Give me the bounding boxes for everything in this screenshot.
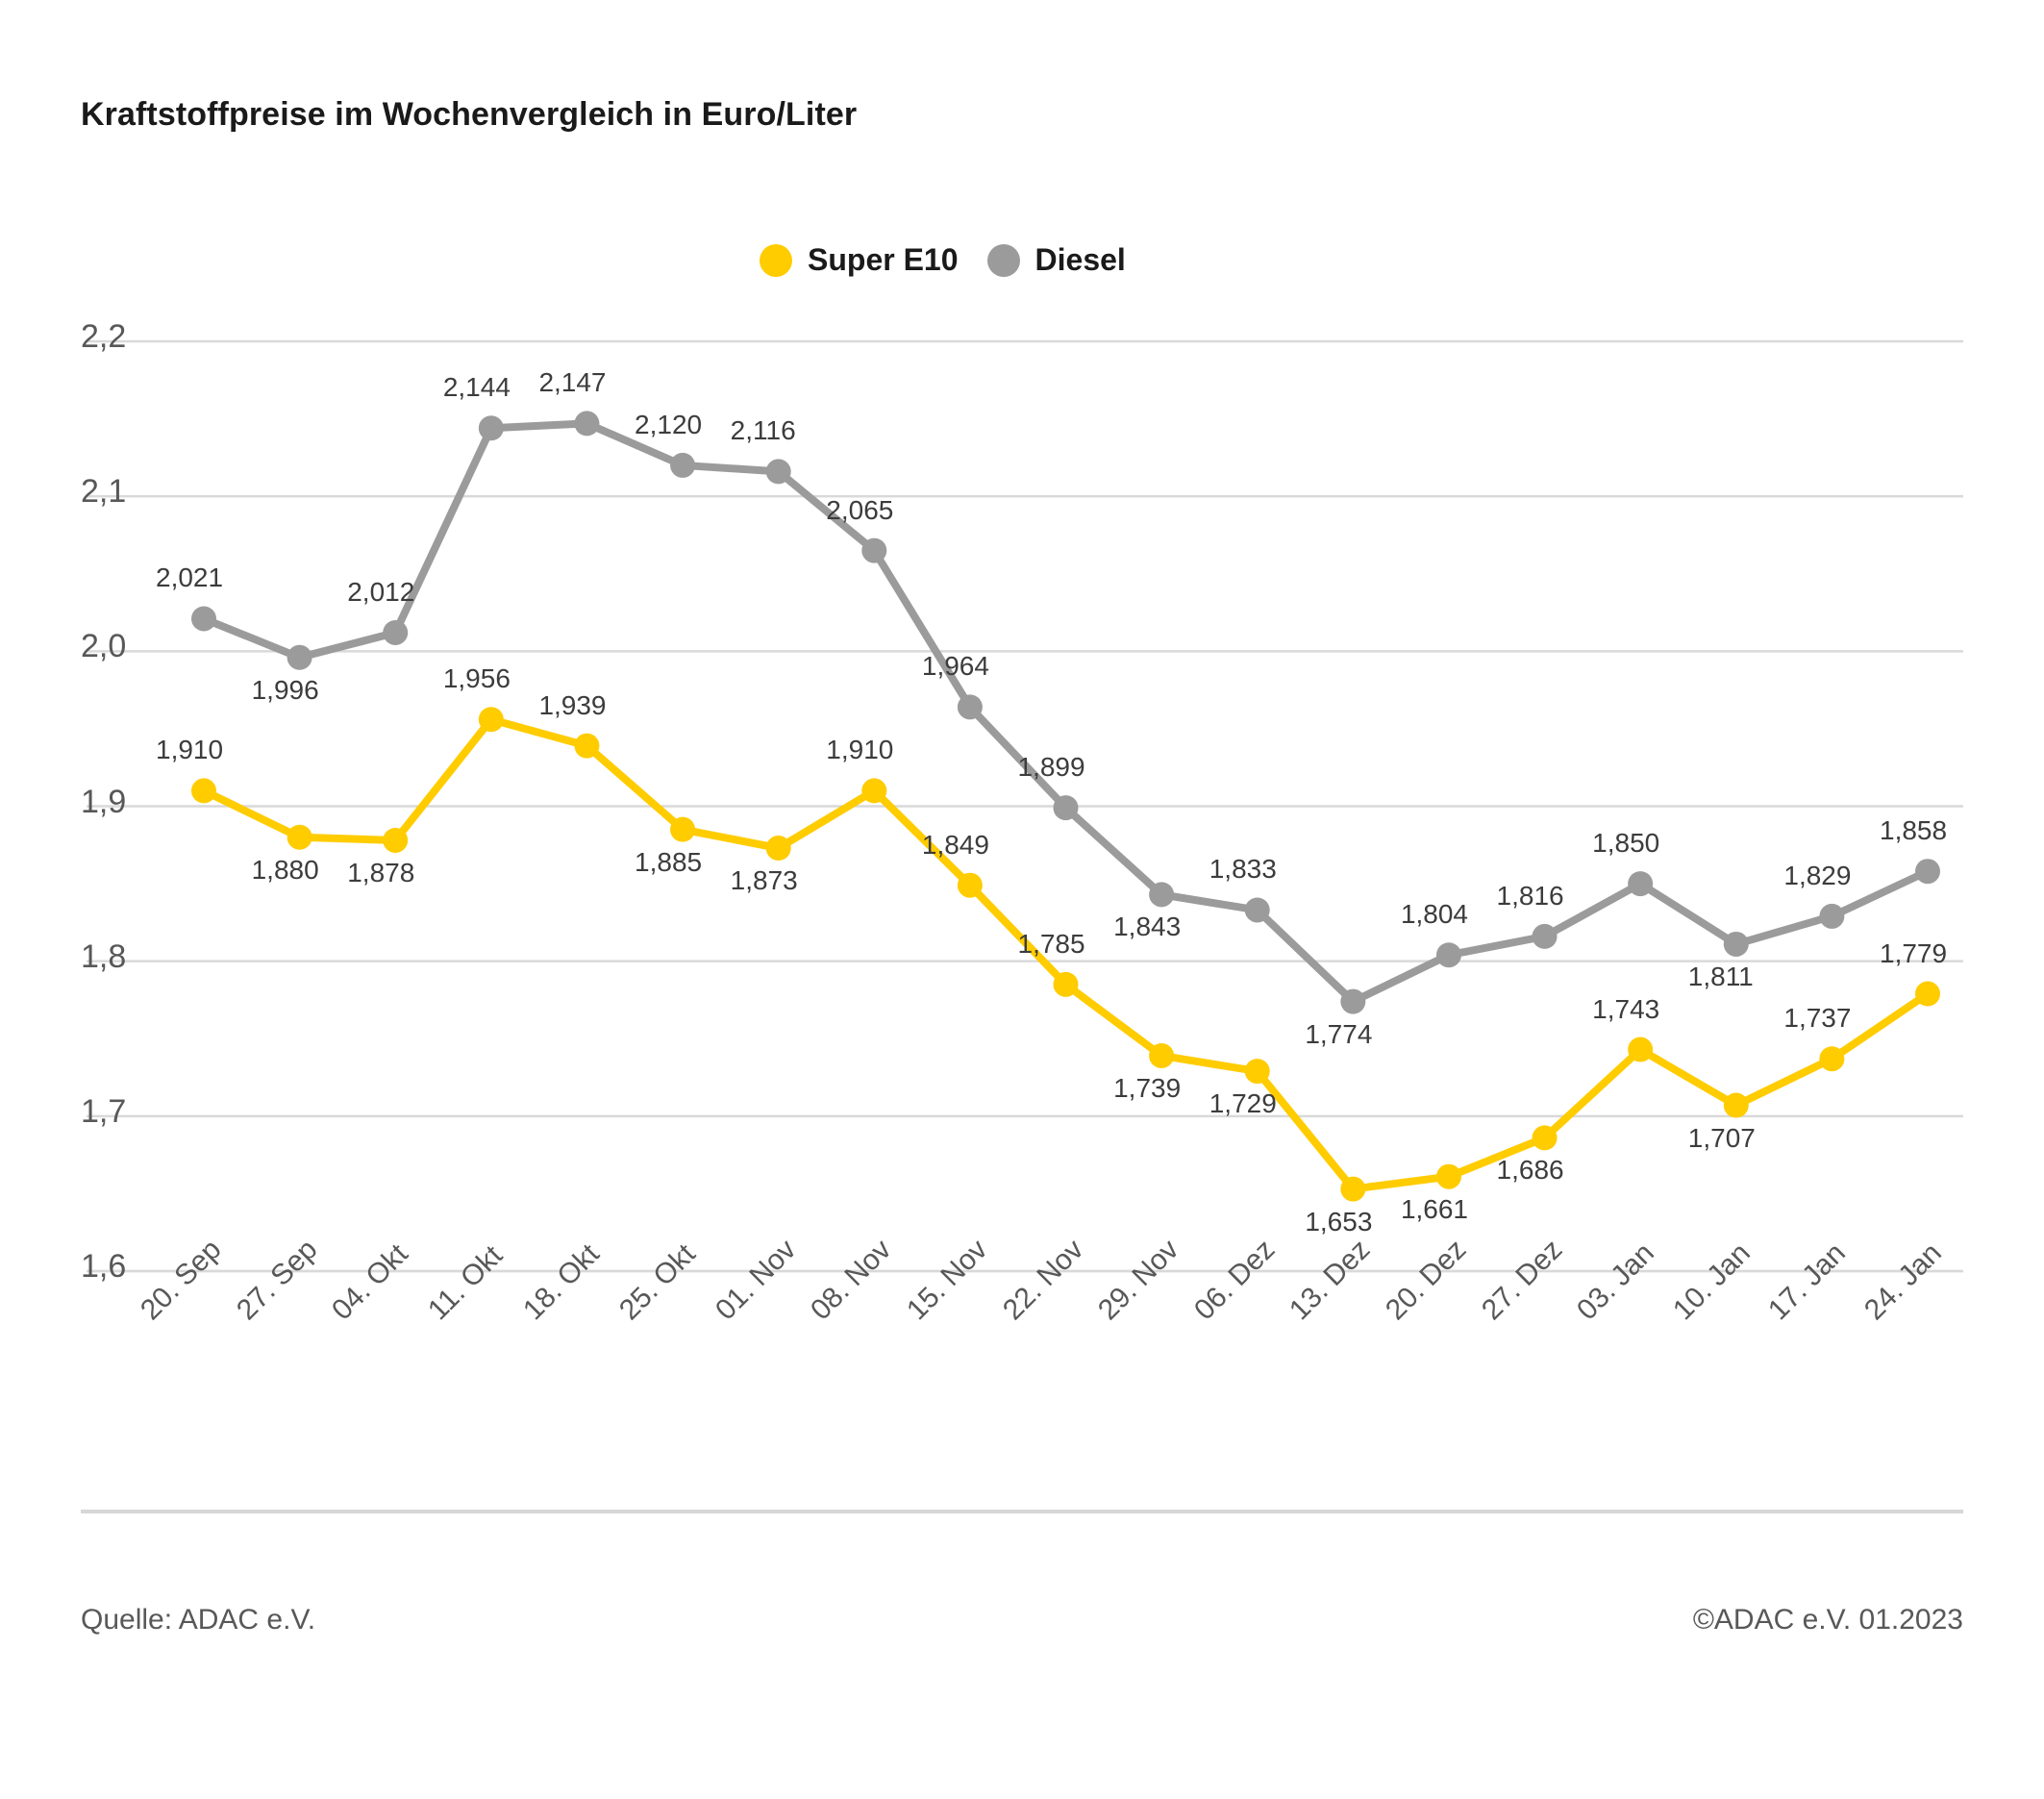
data-point-label: 1,880 <box>251 854 319 885</box>
data-point <box>670 453 695 478</box>
data-point-label: 2,021 <box>156 562 224 593</box>
data-point <box>1149 882 1174 907</box>
data-point-label: 1,774 <box>1305 1018 1373 1049</box>
data-point <box>1436 1164 1461 1189</box>
x-axis-tick-label: 17. Jan <box>1762 1237 1853 1327</box>
data-point-label: 1,996 <box>251 674 319 705</box>
data-point-label: 1,816 <box>1496 880 1564 911</box>
x-axis-tick-label: 22. Nov <box>996 1233 1089 1327</box>
y-axis-tick-label: 2,0 <box>81 628 127 665</box>
data-point-label: 2,147 <box>538 367 607 398</box>
data-point-label: 2,144 <box>442 372 511 403</box>
data-point <box>383 620 408 645</box>
legend-label-super-e10: Super E10 <box>808 242 959 277</box>
x-axis-tick-label: 24. Jan <box>1858 1237 1948 1327</box>
x-axis-tick-label: 20. Sep <box>135 1233 228 1327</box>
data-point-label: 2,116 <box>730 415 796 446</box>
data-point-label: 1,686 <box>1496 1155 1564 1186</box>
copyright-note: ©ADAC e.V. 01.2023 <box>1692 1604 1963 1636</box>
data-point <box>1724 1093 1749 1118</box>
y-axis-tick-label: 1,6 <box>81 1248 127 1285</box>
series-line-diesel <box>204 423 1928 1001</box>
x-axis-tick-label: 11. Okt <box>421 1239 509 1327</box>
data-point-label: 1,653 <box>1305 1206 1373 1237</box>
data-point-label: 1,878 <box>347 857 415 887</box>
x-axis-tick-label: 08. Nov <box>805 1233 898 1327</box>
data-point-label: 1,956 <box>442 663 511 694</box>
data-point <box>574 734 599 759</box>
data-point <box>1149 1043 1174 1068</box>
x-axis-tick-label: 01. Nov <box>709 1233 803 1327</box>
data-point-label: 2,065 <box>826 494 894 525</box>
data-point <box>958 694 983 719</box>
data-point-label: 1,729 <box>1209 1088 1277 1119</box>
y-axis-tick-label: 2,2 <box>81 318 127 355</box>
data-point <box>1340 1177 1365 1202</box>
data-point <box>479 415 504 440</box>
data-point-label: 1,811 <box>1687 961 1754 991</box>
data-point-label: 1,873 <box>730 865 798 895</box>
data-point-label: 1,964 <box>921 651 989 682</box>
data-point-label: 1,707 <box>1687 1122 1756 1153</box>
data-point <box>1915 982 1940 1007</box>
data-point-label: 2,120 <box>635 409 703 439</box>
page-title: Kraftstoffpreise im Wochenvergleich in Euro/Liter <box>81 96 858 133</box>
data-point-label: 1,739 <box>1113 1072 1182 1103</box>
data-point <box>479 707 504 732</box>
data-point-label: 1,849 <box>921 829 989 860</box>
x-axis-tick-label: 20. Dez <box>1379 1233 1473 1327</box>
data-point-label: 1,804 <box>1400 899 1469 930</box>
data-point <box>1628 1037 1653 1062</box>
y-axis-tick-label: 2,1 <box>81 473 127 511</box>
data-point-label: 1,833 <box>1209 854 1277 885</box>
data-point <box>766 836 791 861</box>
data-point-label: 1,885 <box>635 846 703 877</box>
data-point <box>287 645 312 670</box>
x-axis-tick-label: 13. Dez <box>1284 1233 1377 1327</box>
legend-label-diesel: Diesel <box>1034 242 1126 277</box>
x-axis-tick-label: 04. Okt <box>326 1237 414 1327</box>
data-point-label: 1,785 <box>1017 928 1085 959</box>
data-point-label: 1,743 <box>1592 993 1660 1024</box>
data-point-label: 1,858 <box>1880 815 1948 846</box>
data-point <box>1533 924 1558 949</box>
data-point <box>670 817 695 842</box>
data-point <box>1054 795 1079 820</box>
data-point <box>1245 897 1270 922</box>
data-point <box>861 538 886 563</box>
data-point <box>1054 972 1079 997</box>
x-axis-tick-label: 15. Nov <box>900 1233 994 1327</box>
data-point <box>958 873 983 898</box>
data-point-label: 1,910 <box>156 735 224 765</box>
data-point-label: 1,661 <box>1400 1193 1469 1224</box>
data-point-label: 1,899 <box>1017 752 1085 783</box>
data-point <box>574 411 599 436</box>
data-point <box>1819 904 1844 929</box>
data-point <box>1628 871 1653 896</box>
x-axis-tick-label: 10. Jan <box>1666 1237 1757 1327</box>
data-point-label: 1,939 <box>538 689 607 720</box>
x-axis-tick-label: 29. Nov <box>1092 1233 1185 1327</box>
data-point-label: 1,829 <box>1783 860 1852 890</box>
data-point-label: 1,737 <box>1783 1003 1852 1034</box>
source-note: Quelle: ADAC e.V. <box>81 1604 316 1636</box>
y-axis-tick-label: 1,8 <box>81 937 127 975</box>
data-point-label: 1,850 <box>1592 828 1660 859</box>
data-point <box>383 828 408 853</box>
data-point <box>1340 989 1365 1014</box>
footer-divider <box>81 1510 1963 1513</box>
x-axis-tick-label: 25. Okt <box>613 1237 702 1327</box>
data-point <box>1819 1046 1844 1071</box>
data-point <box>1245 1059 1270 1084</box>
data-point <box>1915 859 1940 884</box>
data-point-label: 1,910 <box>826 735 894 765</box>
x-axis-tick-label: 18. Okt <box>517 1237 607 1327</box>
data-point <box>1724 932 1749 957</box>
x-axis-tick-label: 27. Dez <box>1475 1233 1568 1327</box>
data-point-label: 2,012 <box>347 576 415 607</box>
data-point <box>287 825 312 850</box>
data-point <box>1533 1125 1558 1150</box>
y-axis-tick-label: 1,7 <box>81 1092 127 1130</box>
data-point <box>861 778 886 803</box>
data-point-label: 1,779 <box>1880 937 1948 968</box>
x-axis-tick-label: 06. Dez <box>1187 1233 1282 1327</box>
data-point <box>1436 942 1461 967</box>
data-point-label: 1,843 <box>1113 912 1182 942</box>
x-axis-tick-label: 03. Jan <box>1571 1237 1661 1327</box>
y-axis-tick-label: 1,9 <box>81 783 127 820</box>
x-axis-tick-label: 27. Sep <box>230 1233 324 1327</box>
data-point <box>766 459 791 484</box>
